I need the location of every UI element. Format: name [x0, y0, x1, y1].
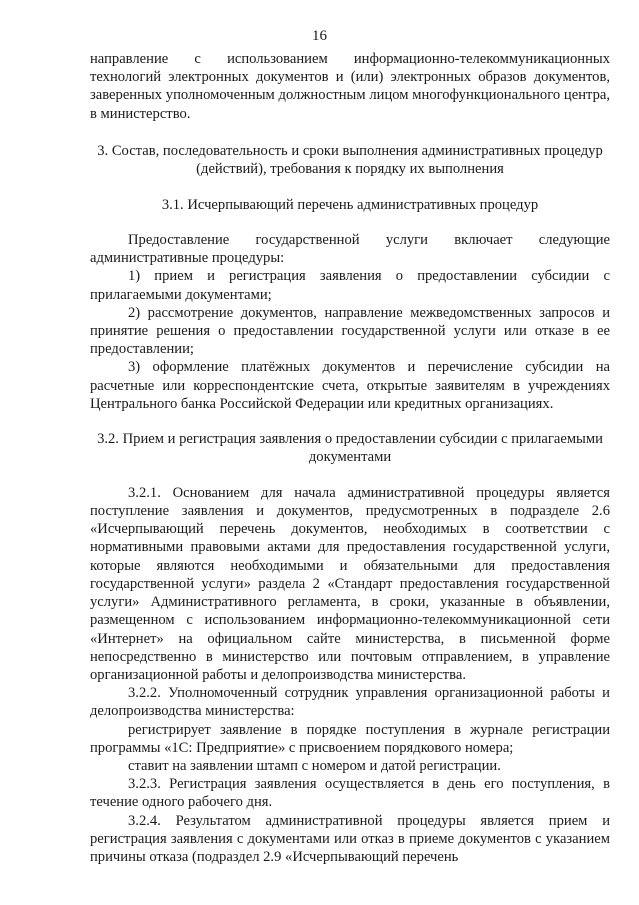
section-3-2-heading: 3.2. Прием и регистрация заявления о предоставлении субсидии с прилагаемыми документами [97, 431, 603, 466]
document-body [90, 50, 610, 866]
s31-paragraph: Предоставление государственной услуги включает следующие административные процедуры: [90, 232, 610, 267]
s31-paragraph: 1) прием и регистрация заявления о предоставлении субсидии с прилагаемыми документами; [90, 268, 610, 303]
intro-paragraph: направление с использованием информационно-телекоммуникационных технологий электронных документов и (или) электронных образов документов, заверенных уполномоченным должностным лицом многофункционального центра, в министерство. [90, 51, 610, 122]
s31-paragraph: 3) оформление платёжных документов и перечисление субсидии на расчетные или корреспондентские счета, открытые заявителям в учреждениях Центрального банка Российской Федерации или кредитных организациях. [90, 359, 610, 412]
section-3-heading: 3. Состав, последовательность и сроки выполнения административных процедур (действий), требования к порядку их выполнения [97, 142, 603, 178]
s32-paragraph: регистрирует заявление в порядке поступления в журнале регистрации программы «1С: Предприятие» с присвоением порядкового номера; [90, 721, 610, 756]
s31-paragraph: 2) рассмотрение документов, направление межведомственных запросов и принятие решения о предоставлении государственной услуги или отказе в ее предоставлении; [90, 304, 610, 358]
s32-paragraph: 3.2.3. Регистрация заявления осуществляется в день его поступления, в течение одного рабочего дня. [90, 776, 610, 811]
s32-paragraph: ставит на заявлении штамп с номером и датой регистрации. [128, 757, 501, 774]
s32-paragraph: 3.2.2. Уполномоченный сотрудник управления организационной работы и делопроизводства министерства: [90, 685, 610, 720]
s32-paragraph: 3.2.4. Результатом административной процедуры является прием и регистрация заявления с документами или отказ в приеме документов с указанием причины отказа (подраздел 2.9 «Исчерпывающий перечень [90, 812, 610, 865]
page-number: 16 [312, 28, 327, 44]
section-3-1-heading: 3.1. Исчерпывающий перечень административных процедур [161, 196, 539, 213]
s32-paragraph: 3.2.1. Основанием для начала административной процедуры является поступление заявления и документов, предусмотренных в подразделе 2.6 «Исчерпывающий перечень документов, необходимых в соответствии с нормативными правовыми актами для предоставления государственной услуги, которые являются необходимыми и обязательными для предоставления государственной услуги» раздела 2 «Стандарт предоставления государственной услуги» Административного регламента, в сроки, указанные в объявлении, размещенном с использованием информационно-телекоммуникационной сети «Интернет» на официальном сайте министерства, в письменной форме непосредственно в министерство или почтовым отправлением, в управление организационной работы и делопроизводства министерства. [90, 484, 610, 683]
